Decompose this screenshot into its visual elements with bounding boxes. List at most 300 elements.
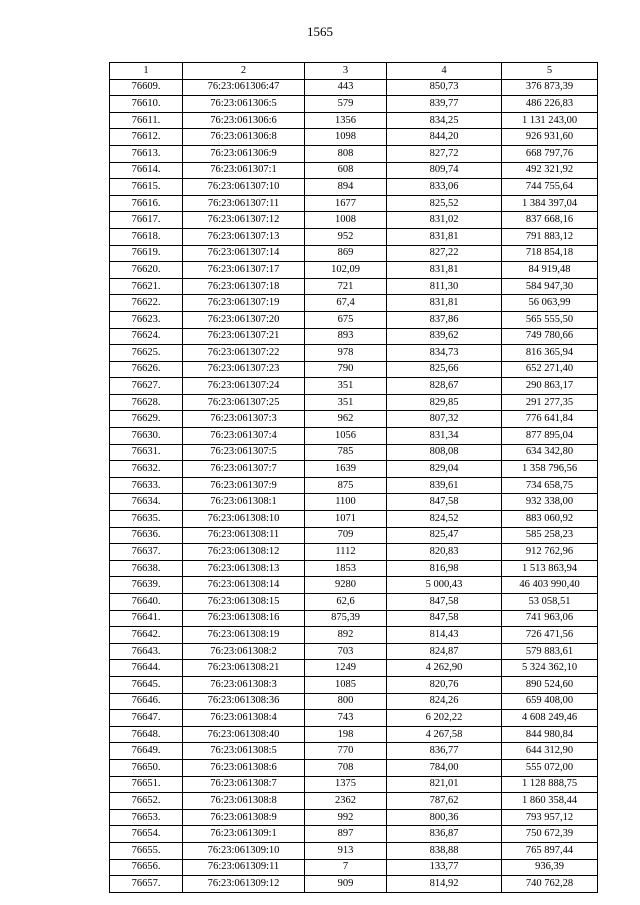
table-cell: 820,83 [387, 544, 502, 561]
table-cell: 76:23:061307:14 [183, 245, 305, 262]
table-cell: 76627. [110, 378, 183, 395]
table-row [110, 112, 598, 129]
table-cell: 102,09 [305, 262, 387, 279]
table-row [110, 859, 598, 876]
table-cell: 76621. [110, 278, 183, 295]
table-cell: 76:23:061308:19 [183, 627, 305, 644]
table-cell: 76655. [110, 842, 183, 859]
table-row [110, 278, 598, 295]
table-cell: 76641. [110, 610, 183, 627]
table-cell: 76:23:061308:11 [183, 527, 305, 544]
table-row [110, 79, 598, 96]
data-table [109, 62, 598, 893]
table-cell: 76612. [110, 129, 183, 146]
table-cell: 76:23:061309:10 [183, 842, 305, 859]
table-cell: 443 [305, 79, 387, 96]
table-cell: 749 780,66 [502, 328, 598, 345]
table-cell: 76:23:061309:1 [183, 826, 305, 843]
table-cell: 718 854,18 [502, 245, 598, 262]
table-cell: 721 [305, 278, 387, 295]
table-cell: 839,77 [387, 96, 502, 113]
table-cell: 76618. [110, 228, 183, 245]
table-row [110, 527, 598, 544]
table-cell: 76623. [110, 311, 183, 328]
table-cell: 740 762,28 [502, 876, 598, 893]
table-cell: 76636. [110, 527, 183, 544]
table-row [110, 594, 598, 611]
table-cell: 76:23:061306:47 [183, 79, 305, 96]
table-cell: 897 [305, 826, 387, 843]
table-cell: 76649. [110, 743, 183, 760]
table-cell: 133,77 [387, 859, 502, 876]
table-cell: 814,92 [387, 876, 502, 893]
table-cell: 76:23:061306:9 [183, 145, 305, 162]
table-row [110, 511, 598, 528]
column-header: 4 [387, 63, 502, 80]
table-cell: 76:23:061308:16 [183, 610, 305, 627]
table-cell: 7 [305, 859, 387, 876]
table-cell: 6 202,22 [387, 710, 502, 727]
table-cell: 831,81 [387, 262, 502, 279]
table-cell: 76633. [110, 477, 183, 494]
table-cell: 875 [305, 477, 387, 494]
table-cell: 76625. [110, 345, 183, 362]
table-cell: 76656. [110, 859, 183, 876]
table-cell: 770 [305, 743, 387, 760]
table-cell: 1677 [305, 195, 387, 212]
table-cell: 67,4 [305, 295, 387, 312]
table-cell: 584 947,30 [502, 278, 598, 295]
table-cell: 76:23:061307:1 [183, 162, 305, 179]
table-cell: 829,85 [387, 394, 502, 411]
table-cell: 76:23:061307:4 [183, 428, 305, 445]
table-cell: 1249 [305, 660, 387, 677]
table-cell: 76:23:061307:20 [183, 311, 305, 328]
table-cell: 76638. [110, 560, 183, 577]
table-cell: 76648. [110, 726, 183, 743]
table-cell: 76643. [110, 643, 183, 660]
table-cell: 793 957,12 [502, 809, 598, 826]
table-cell: 5 324 362,10 [502, 660, 598, 677]
table-cell: 291 277,35 [502, 394, 598, 411]
table-cell: 869 [305, 245, 387, 262]
table-cell: 839,62 [387, 328, 502, 345]
table-cell: 800,36 [387, 809, 502, 826]
table-cell: 834,73 [387, 345, 502, 362]
table-cell: 76619. [110, 245, 183, 262]
table-body [110, 79, 598, 892]
table-cell: 76617. [110, 212, 183, 229]
table-cell: 776 641,84 [502, 411, 598, 428]
table-cell: 831,34 [387, 428, 502, 445]
table-cell: 741 963,06 [502, 610, 598, 627]
table-cell: 709 [305, 527, 387, 544]
table-cell: 824,26 [387, 693, 502, 710]
table-row [110, 660, 598, 677]
table-cell: 827,72 [387, 145, 502, 162]
table-cell: 1085 [305, 676, 387, 693]
table-cell: 76:23:061308:3 [183, 676, 305, 693]
table-cell: 814,43 [387, 627, 502, 644]
table-row [110, 461, 598, 478]
table-row [110, 876, 598, 893]
table-row [110, 212, 598, 229]
table-cell: 825,52 [387, 195, 502, 212]
table-cell: 76:23:061307:18 [183, 278, 305, 295]
table-row [110, 394, 598, 411]
table-cell: 1356 [305, 112, 387, 129]
table-cell: 734 658,75 [502, 477, 598, 494]
table-cell: 831,02 [387, 212, 502, 229]
table-cell: 883 060,92 [502, 511, 598, 528]
table-cell: 825,47 [387, 527, 502, 544]
table-row [110, 179, 598, 196]
table-row [110, 262, 598, 279]
table-cell: 1375 [305, 776, 387, 793]
table-cell: 76:23:061306:6 [183, 112, 305, 129]
table-row [110, 809, 598, 826]
table-cell: 76:23:061307:19 [183, 295, 305, 312]
table-cell: 76647. [110, 710, 183, 727]
table-cell: 839,61 [387, 477, 502, 494]
table-cell: 76611. [110, 112, 183, 129]
table-cell: 824,52 [387, 511, 502, 528]
table-cell: 76:23:061307:13 [183, 228, 305, 245]
table-cell: 829,04 [387, 461, 502, 478]
table-cell: 962 [305, 411, 387, 428]
table-row [110, 228, 598, 245]
table-cell: 76650. [110, 759, 183, 776]
table-cell: 76:23:061307:9 [183, 477, 305, 494]
table-cell: 555 072,00 [502, 759, 598, 776]
table-row [110, 544, 598, 561]
table-cell: 76:23:061308:1 [183, 494, 305, 511]
table-cell: 790 [305, 361, 387, 378]
table-cell: 634 342,80 [502, 444, 598, 461]
table-cell: 652 271,40 [502, 361, 598, 378]
table-cell: 890 524,60 [502, 676, 598, 693]
table-cell: 877 895,04 [502, 428, 598, 445]
table-cell: 791 883,12 [502, 228, 598, 245]
table-cell: 565 555,50 [502, 311, 598, 328]
table-cell: 76:23:061307:25 [183, 394, 305, 411]
table-row [110, 411, 598, 428]
table-row [110, 444, 598, 461]
table-row [110, 477, 598, 494]
table-cell: 831,81 [387, 228, 502, 245]
header-row [110, 63, 598, 80]
table-row [110, 428, 598, 445]
table-cell: 76:23:061308:13 [183, 560, 305, 577]
table-row [110, 693, 598, 710]
table-cell: 76:23:061308:12 [183, 544, 305, 561]
table-cell: 76628. [110, 394, 183, 411]
table-cell: 1008 [305, 212, 387, 229]
table-cell: 76:23:061306:5 [183, 96, 305, 113]
table-cell: 76:23:061308:40 [183, 726, 305, 743]
table-cell: 76622. [110, 295, 183, 312]
table-cell: 76614. [110, 162, 183, 179]
table-row [110, 295, 598, 312]
table-row [110, 577, 598, 594]
table-cell: 76:23:061308:6 [183, 759, 305, 776]
table-cell: 76646. [110, 693, 183, 710]
table-row [110, 627, 598, 644]
table-cell: 76:23:061309:11 [183, 859, 305, 876]
table-row [110, 494, 598, 511]
table-cell: 46 403 990,40 [502, 577, 598, 594]
table-cell: 76613. [110, 145, 183, 162]
column-header: 2 [183, 63, 305, 80]
table-cell: 816,98 [387, 560, 502, 577]
table-cell: 1 384 397,04 [502, 195, 598, 212]
table-cell: 76620. [110, 262, 183, 279]
table-cell: 76624. [110, 328, 183, 345]
table-cell: 76:23:061307:21 [183, 328, 305, 345]
table-cell: 76:23:061307:24 [183, 378, 305, 395]
table-cell: 1639 [305, 461, 387, 478]
table-cell: 351 [305, 378, 387, 395]
table-cell: 2362 [305, 793, 387, 810]
table-cell: 76615. [110, 179, 183, 196]
table-cell: 744 755,64 [502, 179, 598, 196]
table-cell: 62,6 [305, 594, 387, 611]
table-cell: 992 [305, 809, 387, 826]
table-cell: 76635. [110, 511, 183, 528]
table-cell: 76632. [110, 461, 183, 478]
table-cell: 1 358 796,56 [502, 461, 598, 478]
table-cell: 952 [305, 228, 387, 245]
table-cell: 76653. [110, 809, 183, 826]
table-cell: 808 [305, 145, 387, 162]
table-row [110, 826, 598, 843]
table-cell: 978 [305, 345, 387, 362]
table-cell: 76:23:061309:12 [183, 876, 305, 893]
table-cell: 926 931,60 [502, 129, 598, 146]
table-cell: 4 267,58 [387, 726, 502, 743]
page-number: 1565 [307, 24, 333, 39]
table-cell: 844,20 [387, 129, 502, 146]
table-cell: 376 873,39 [502, 79, 598, 96]
table-row [110, 726, 598, 743]
table-cell: 836,87 [387, 826, 502, 843]
table-cell: 76:23:061308:8 [183, 793, 305, 810]
table-cell: 825,66 [387, 361, 502, 378]
table-cell: 492 321,92 [502, 162, 598, 179]
table-cell: 76645. [110, 676, 183, 693]
table-cell: 76:23:061307:3 [183, 411, 305, 428]
table-cell: 784,00 [387, 759, 502, 776]
table-cell: 76640. [110, 594, 183, 611]
table-cell: 53 058,51 [502, 594, 598, 611]
table-cell: 750 672,39 [502, 826, 598, 843]
table-row [110, 96, 598, 113]
table-row [110, 245, 598, 262]
table-cell: 76:23:061308:36 [183, 693, 305, 710]
table-row [110, 710, 598, 727]
table-cell: 837 668,16 [502, 212, 598, 229]
table-cell: 838,88 [387, 842, 502, 859]
table-cell: 811,30 [387, 278, 502, 295]
table-cell: 5 000,43 [387, 577, 502, 594]
table-cell: 659 408,00 [502, 693, 598, 710]
table-cell: 932 338,00 [502, 494, 598, 511]
column-header: 5 [502, 63, 598, 80]
table-cell: 76:23:061308:14 [183, 577, 305, 594]
table-cell: 836,77 [387, 743, 502, 760]
table-cell: 821,01 [387, 776, 502, 793]
table-cell: 1853 [305, 560, 387, 577]
table-cell: 76:23:061306:8 [183, 129, 305, 146]
table-row [110, 378, 598, 395]
table-cell: 787,62 [387, 793, 502, 810]
table-row [110, 759, 598, 776]
table-cell: 726 471,56 [502, 627, 598, 644]
table-row [110, 328, 598, 345]
table-cell: 608 [305, 162, 387, 179]
table-cell: 820,76 [387, 676, 502, 693]
table-cell: 827,22 [387, 245, 502, 262]
table-cell: 893 [305, 328, 387, 345]
table-cell: 912 762,96 [502, 544, 598, 561]
table-cell: 76:23:061307:17 [183, 262, 305, 279]
table-cell: 76610. [110, 96, 183, 113]
table-cell: 816 365,94 [502, 345, 598, 362]
table-cell: 76:23:061307:5 [183, 444, 305, 461]
table-cell: 785 [305, 444, 387, 461]
table-cell: 892 [305, 627, 387, 644]
table-cell: 837,86 [387, 311, 502, 328]
table-cell: 743 [305, 710, 387, 727]
table-cell: 1 860 358,44 [502, 793, 598, 810]
table-cell: 909 [305, 876, 387, 893]
table-cell: 76629. [110, 411, 183, 428]
table-cell: 875,39 [305, 610, 387, 627]
table-cell: 4 608 249,46 [502, 710, 598, 727]
table-cell: 76:23:061307:7 [183, 461, 305, 478]
table-cell: 84 919,48 [502, 262, 598, 279]
table-cell: 76654. [110, 826, 183, 843]
table-cell: 675 [305, 311, 387, 328]
table-cell: 831,81 [387, 295, 502, 312]
table-cell: 579 [305, 96, 387, 113]
table-cell: 76631. [110, 444, 183, 461]
table-cell: 76:23:061308:10 [183, 511, 305, 528]
table-row [110, 345, 598, 362]
table-cell: 76637. [110, 544, 183, 561]
table-cell: 850,73 [387, 79, 502, 96]
table-cell: 76634. [110, 494, 183, 511]
table-cell: 76639. [110, 577, 183, 594]
table-cell: 76:23:061308:5 [183, 743, 305, 760]
table-cell: 894 [305, 179, 387, 196]
table-cell: 76:23:061307:22 [183, 345, 305, 362]
table-cell: 76:23:061307:12 [183, 212, 305, 229]
table-cell: 351 [305, 394, 387, 411]
table-cell: 579 883,61 [502, 643, 598, 660]
table-cell: 76:23:061308:21 [183, 660, 305, 677]
table-cell: 847,58 [387, 594, 502, 611]
table-cell: 807,32 [387, 411, 502, 428]
table-cell: 76:23:061307:11 [183, 195, 305, 212]
table-cell: 76642. [110, 627, 183, 644]
table-cell: 76:23:061308:15 [183, 594, 305, 611]
table-cell: 486 226,83 [502, 96, 598, 113]
column-header: 1 [110, 63, 183, 80]
table-cell: 76:23:061308:2 [183, 643, 305, 660]
table-cell: 936,39 [502, 859, 598, 876]
table-cell: 708 [305, 759, 387, 776]
table-cell: 1 513 863,94 [502, 560, 598, 577]
table-row [110, 311, 598, 328]
table-cell: 76:23:061308:4 [183, 710, 305, 727]
table-cell: 76626. [110, 361, 183, 378]
table-cell: 668 797,76 [502, 145, 598, 162]
table-row [110, 195, 598, 212]
table-cell: 847,58 [387, 610, 502, 627]
table-cell: 76:23:061307:10 [183, 179, 305, 196]
table-cell: 56 063,99 [502, 295, 598, 312]
table-cell: 76609. [110, 79, 183, 96]
table-row [110, 145, 598, 162]
table-row [110, 842, 598, 859]
table-cell: 824,87 [387, 643, 502, 660]
table-cell: 809,74 [387, 162, 502, 179]
table-cell: 800 [305, 693, 387, 710]
table-cell: 833,06 [387, 179, 502, 196]
table-cell: 703 [305, 643, 387, 660]
table-cell: 1056 [305, 428, 387, 445]
table-row [110, 129, 598, 146]
table-row [110, 776, 598, 793]
table-cell: 76651. [110, 776, 183, 793]
table-row [110, 610, 598, 627]
table-cell: 765 897,44 [502, 842, 598, 859]
table-row [110, 162, 598, 179]
table-cell: 1112 [305, 544, 387, 561]
table-cell: 76657. [110, 876, 183, 893]
table-cell: 828,67 [387, 378, 502, 395]
table-cell: 1100 [305, 494, 387, 511]
table-cell: 913 [305, 842, 387, 859]
table-cell: 844 980,84 [502, 726, 598, 743]
table-row [110, 793, 598, 810]
table-cell: 1098 [305, 129, 387, 146]
table-cell: 834,25 [387, 112, 502, 129]
table-row [110, 361, 598, 378]
table-row [110, 743, 598, 760]
table-cell: 585 258,23 [502, 527, 598, 544]
table-row [110, 560, 598, 577]
table-cell: 644 312,90 [502, 743, 598, 760]
table-cell: 76616. [110, 195, 183, 212]
table-cell: 808,08 [387, 444, 502, 461]
table-cell: 198 [305, 726, 387, 743]
table-cell: 76652. [110, 793, 183, 810]
table-cell: 1 131 243,00 [502, 112, 598, 129]
table-cell: 76630. [110, 428, 183, 445]
table-cell: 4 262,90 [387, 660, 502, 677]
table-cell: 76:23:061308:7 [183, 776, 305, 793]
table-cell: 76644. [110, 660, 183, 677]
table-cell: 1 128 888,75 [502, 776, 598, 793]
column-header: 3 [305, 63, 387, 80]
table-cell: 76:23:061308:9 [183, 809, 305, 826]
table-cell: 76:23:061307:23 [183, 361, 305, 378]
table-row [110, 676, 598, 693]
table-row [110, 643, 598, 660]
table-cell: 847,58 [387, 494, 502, 511]
